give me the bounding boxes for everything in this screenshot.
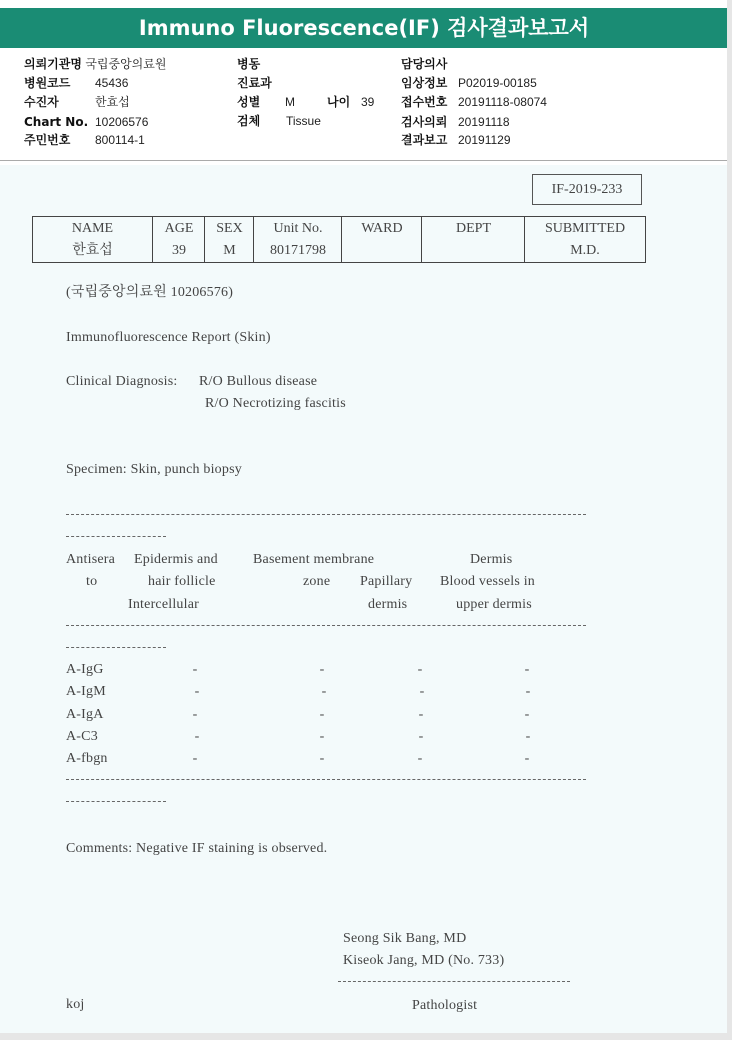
header: AGE	[164, 221, 194, 236]
typist-initials: koj	[66, 997, 85, 1012]
value: 20191129	[458, 133, 511, 147]
signer-1: Seong Sik Bang, MD	[343, 931, 467, 946]
value: 39	[172, 243, 186, 258]
col-antisera-2: to	[86, 574, 98, 589]
header: SUBMITTED	[544, 221, 626, 236]
row-antisera: A-IgA	[66, 707, 104, 722]
col-bmz-1: Basement membrane	[253, 552, 375, 567]
col-epidermis-2: hair follicle	[148, 574, 216, 589]
value: M	[223, 243, 236, 258]
patient-ward-cell	[341, 217, 422, 262]
value: 한효섭	[95, 95, 130, 109]
label: 검체	[237, 114, 261, 128]
patient-unit-no-cell	[253, 217, 342, 262]
row-epidermis: -	[192, 751, 198, 766]
label: 결과보고	[401, 133, 448, 147]
info-department	[237, 76, 272, 90]
diagnosis-line-2: R/O Necrotizing fascitis	[205, 396, 346, 411]
value: M	[285, 95, 295, 109]
info-ward	[237, 57, 260, 71]
patient-table	[32, 216, 646, 263]
info-clinical-info	[401, 76, 537, 90]
info-resident-no	[24, 133, 145, 147]
dashed-rule	[66, 779, 586, 780]
patient-submitted-cell	[524, 217, 645, 262]
signature-title: Pathologist	[412, 998, 478, 1013]
label: 진료과	[237, 76, 272, 90]
row-blood-vessels: -	[524, 662, 530, 677]
row-papillary: -	[418, 707, 424, 722]
row-bmz: -	[319, 751, 325, 766]
header: NAME	[71, 221, 114, 236]
label: 수진자	[24, 95, 59, 109]
diagnosis-line-1: R/O Bullous disease	[199, 374, 318, 389]
signer-2: Kiseok Jang, MD (No. 733)	[343, 953, 505, 968]
info-patient	[24, 95, 130, 109]
patient-age-cell	[152, 217, 205, 262]
row-blood-vessels: -	[524, 751, 530, 766]
patient-name-cell	[33, 217, 152, 262]
label: 병원코드	[24, 76, 71, 90]
dashed-rule	[66, 625, 586, 626]
label: 접수번호	[401, 95, 448, 109]
value: 10206576	[95, 115, 149, 129]
right-scroll-edge	[727, 0, 732, 1040]
col-blood-vessels-2: upper dermis	[456, 597, 532, 612]
row-papillary: -	[419, 684, 425, 699]
label: 검사의뢰	[401, 115, 448, 129]
scanned-report	[0, 165, 727, 1033]
value: 한효섭	[72, 243, 113, 258]
dashed-rule	[66, 514, 586, 515]
label: 성별	[237, 95, 261, 109]
info-physician	[401, 57, 447, 71]
info-specimen-type	[237, 114, 321, 128]
value: 80171798	[270, 243, 326, 258]
report-title-bar: Immuno Fluorescence(IF) 검사결과보고서	[0, 8, 728, 48]
row-epidermis: -	[194, 729, 200, 744]
institution-line: (국립중앙의료원 10206576)	[66, 285, 234, 300]
col-dermis: Dermis	[470, 552, 513, 567]
header-divider	[0, 160, 728, 161]
info-hospital-code	[24, 76, 129, 90]
row-blood-vessels: -	[525, 684, 531, 699]
row-bmz: -	[319, 707, 325, 722]
value: 45436	[95, 76, 129, 90]
row-epidermis: -	[192, 662, 198, 677]
value: 20191118	[458, 115, 510, 129]
header: SEX	[216, 221, 243, 236]
info-request-date	[401, 115, 510, 129]
row-antisera: A-fbgn	[66, 751, 108, 766]
info-age	[327, 95, 375, 109]
if-number-box: IF-2019-233	[532, 174, 642, 205]
info-institution	[24, 57, 166, 71]
row-papillary: -	[417, 751, 423, 766]
specimen-line: Specimen: Skin, punch biopsy	[66, 462, 242, 477]
col-epidermis-1: Epidermis and	[134, 552, 218, 567]
info-report-date	[401, 133, 511, 147]
patient-dept-cell	[421, 217, 525, 262]
row-blood-vessels: -	[524, 707, 530, 722]
row-antisera: A-IgG	[66, 662, 104, 677]
row-bmz: -	[319, 729, 325, 744]
value: P02019-00185	[458, 76, 537, 90]
label: 주민번호	[24, 133, 71, 147]
row-epidermis: -	[192, 707, 198, 722]
info-chart-no	[24, 115, 149, 129]
label: Chart No.	[24, 115, 89, 129]
header: Unit No.	[273, 221, 323, 236]
row-papillary: -	[417, 662, 423, 677]
col-papillary-1: Papillary	[360, 574, 413, 589]
header: WARD	[361, 221, 403, 236]
row-epidermis: -	[194, 684, 200, 699]
label: 의뢰기관명	[24, 57, 82, 71]
info-sex	[237, 95, 295, 109]
value: M.D.	[570, 243, 600, 258]
row-antisera: A-IgM	[66, 684, 106, 699]
value: 39	[361, 95, 375, 109]
label: 담당의사	[401, 57, 448, 71]
comments-line: Comments: Negative IF staining is observed.	[66, 841, 328, 856]
diagnosis-label: Clinical Diagnosis:	[66, 374, 178, 389]
label: 나이	[327, 95, 351, 109]
row-papillary: -	[418, 729, 424, 744]
col-papillary-2: dermis	[368, 597, 408, 612]
dashed-rule	[66, 801, 166, 802]
value: Tissue	[286, 114, 321, 128]
value: 800114-1	[95, 133, 145, 147]
col-blood-vessels-1: Blood vessels in	[440, 574, 535, 589]
row-blood-vessels: -	[525, 729, 531, 744]
label: 병동	[237, 57, 261, 71]
row-bmz: -	[321, 684, 327, 699]
signature-rule	[338, 981, 570, 982]
report-title: Immunofluorescence Report (Skin)	[66, 330, 271, 345]
col-epidermis-3: Intercellular	[128, 597, 200, 612]
label: 임상정보	[401, 76, 448, 90]
row-antisera: A-C3	[66, 729, 98, 744]
dashed-rule	[66, 647, 166, 648]
info-accession-no	[401, 95, 547, 109]
bottom-edge	[0, 1033, 732, 1040]
value: 20191118-08074	[458, 95, 547, 109]
dashed-rule	[66, 536, 166, 537]
value: 국립중앙의료원	[85, 57, 167, 71]
row-bmz: -	[319, 662, 325, 677]
patient-sex-cell	[204, 217, 254, 262]
col-antisera-1: Antisera	[66, 552, 116, 567]
header: DEPT	[456, 221, 491, 236]
col-bmz-2: zone	[303, 574, 331, 589]
